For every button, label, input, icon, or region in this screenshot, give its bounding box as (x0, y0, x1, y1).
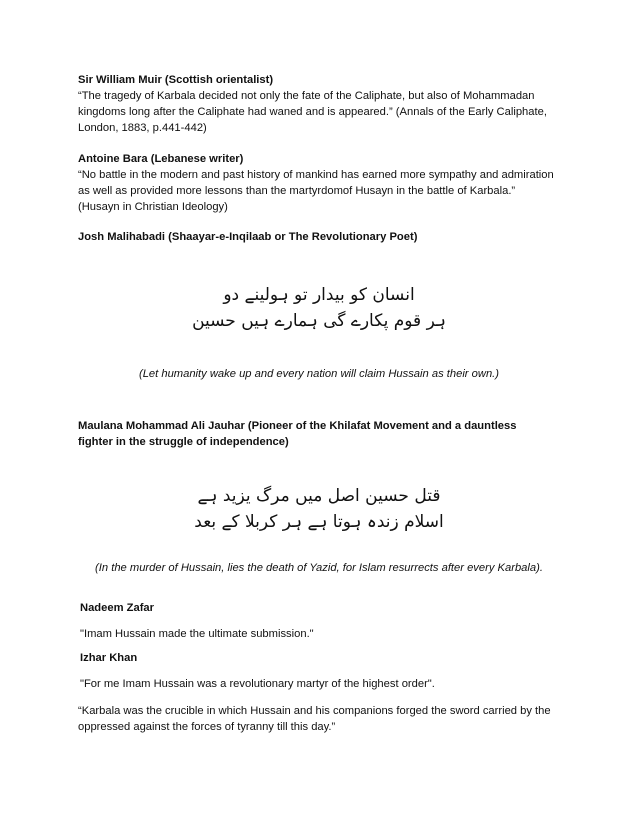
urdu-line: اسلام زندہ ہوتا ہے ہر کربلا کے بعد (194, 512, 444, 532)
muir-heading: Sir William Muir (Scottish orientalist) (78, 74, 274, 86)
josh-heading-text: Josh Malihabadi (Shaayar-e-Inqilaab or The Revolutionary Poet) (78, 231, 418, 243)
urdu-line: ہر قوم پکارے گی ہمارے ہیں حسین (192, 311, 446, 331)
bara-quote-line: “No battle in the modern and past history of mankind has earned more sympathy and admiration (78, 169, 554, 181)
urdu-line: انسان کو بیدار تو ہولینے دو (223, 285, 415, 305)
muir-quote-line: kingdoms long after the Caliphate had waned and is appeared.” (Annals of the Early Caliphate, (78, 106, 547, 118)
zafar-section (80, 600, 580, 616)
bara-heading: Antoine Bara (Lebanese writer) (78, 153, 244, 165)
izhar-name: Izhar Khan (80, 652, 138, 664)
bara-quote-line: (Husayn in Christian Ideology) (78, 201, 228, 213)
closing-quote (78, 703, 588, 735)
jauhar-heading (78, 418, 578, 450)
muir-quote-line: London, 1883, p.441-442) (78, 122, 207, 134)
muir-section (78, 72, 578, 136)
urdu-line: قتل حسین اصل میں مرگ یزید ہے (197, 486, 441, 506)
closing-line: oppressed against the forces of tyranny till this day.” (78, 721, 336, 733)
josh-translation: (Let humanity wake up and every nation will claim Hussain as their own.) (138, 368, 500, 380)
bara-quote-line: as well as provided more lessons than the martyrdomof Husayn in the battle of Karbala.” (78, 185, 516, 197)
josh-heading (78, 229, 578, 245)
jauhar-translation: (In the murder of Hussain, lies the death of Yazid, for Islam resurrects after every Karbala). (95, 562, 543, 574)
bara-section (78, 151, 578, 215)
josh-urdu-couplet (0, 282, 638, 334)
jauhar-urdu-couplet (0, 483, 638, 535)
izhar-quote: "For me Imam Hussain was a revolutionary martyr of the highest order". (80, 678, 435, 690)
muir-quote-line: “The tragedy of Karbala decided not only the fate of the Caliphate, but also of Mohammadan (78, 90, 535, 102)
closing-line: “Karbala was the crucible in which Hussain and his companions forged the sword carried by the (78, 705, 551, 717)
jauhar-heading-line: fighter in the struggle of independence) (78, 436, 289, 448)
jauhar-heading-line: Maulana Mohammad Ali Jauhar (Pioneer of the Khilafat Movement and a dauntless (78, 420, 517, 432)
izhar-section (80, 650, 580, 666)
zafar-quote: "Imam Hussain made the ultimate submission." (80, 628, 314, 640)
zafar-name: Nadeem Zafar (80, 602, 154, 614)
